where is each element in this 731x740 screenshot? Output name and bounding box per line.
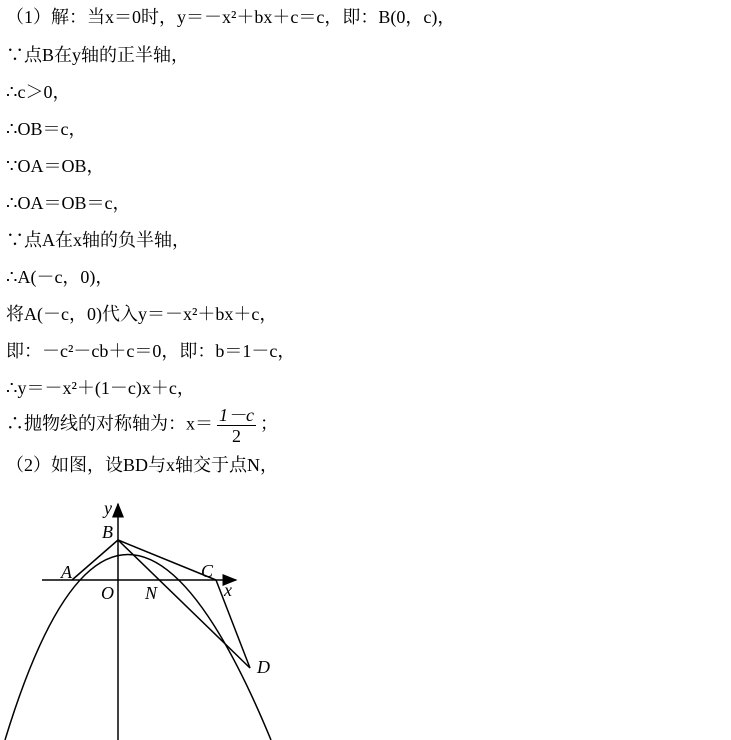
- part2-line: （2）如图，设BD与x轴交于点N，: [6, 455, 279, 475]
- label-N: N: [145, 583, 158, 603]
- segment-CD: [216, 580, 250, 668]
- label-O: O: [101, 583, 114, 603]
- label-x: x: [224, 580, 232, 600]
- axis-of-symmetry-line: [6, 405, 278, 446]
- label-C: C: [201, 561, 214, 581]
- segment-AB: [72, 540, 118, 580]
- solution-line-9: 将A(－c，0)代入y＝－x²＋bx＋c，: [6, 304, 278, 324]
- solution-line-5: ∵OA＝OB，: [6, 156, 105, 176]
- solution-line-2: ∵点B在y轴的正半轴，: [6, 45, 190, 65]
- axis-fraction: [217, 405, 256, 446]
- label-D: D: [257, 657, 270, 677]
- solution-line-10: 即：－c²－cb＋c＝0，即：b＝1－c，: [6, 341, 296, 361]
- solution-line-4: ∴OB＝c，: [6, 119, 87, 139]
- fraction-numerator: 1－c: [219, 405, 254, 425]
- solution-line-3: ∴c＞0，: [6, 82, 71, 102]
- parabola-figure: [0, 500, 320, 740]
- fraction-denominator: 2: [232, 426, 241, 446]
- solution-line-6: ∴OA＝OB＝c，: [6, 193, 131, 213]
- axis-suffix: ；: [260, 413, 278, 434]
- solution-line-8: ∴A(－c，0)，: [6, 267, 114, 287]
- solution-line-7: ∵点A在x轴的负半轴，: [6, 230, 190, 250]
- label-A: A: [61, 562, 72, 582]
- solution-line-11: ∴y＝－x²＋(1－c)x＋c，: [6, 378, 195, 398]
- solution-line-1: （1）解：当x＝0时，y＝－x²＋bx＋c＝c，即：B(0，c)，: [6, 7, 456, 27]
- axis-prefix: ∴抛物线的对称轴为：x＝: [6, 413, 213, 434]
- label-B: B: [102, 522, 113, 542]
- segment-BD: [118, 540, 250, 668]
- label-y: y: [104, 500, 112, 518]
